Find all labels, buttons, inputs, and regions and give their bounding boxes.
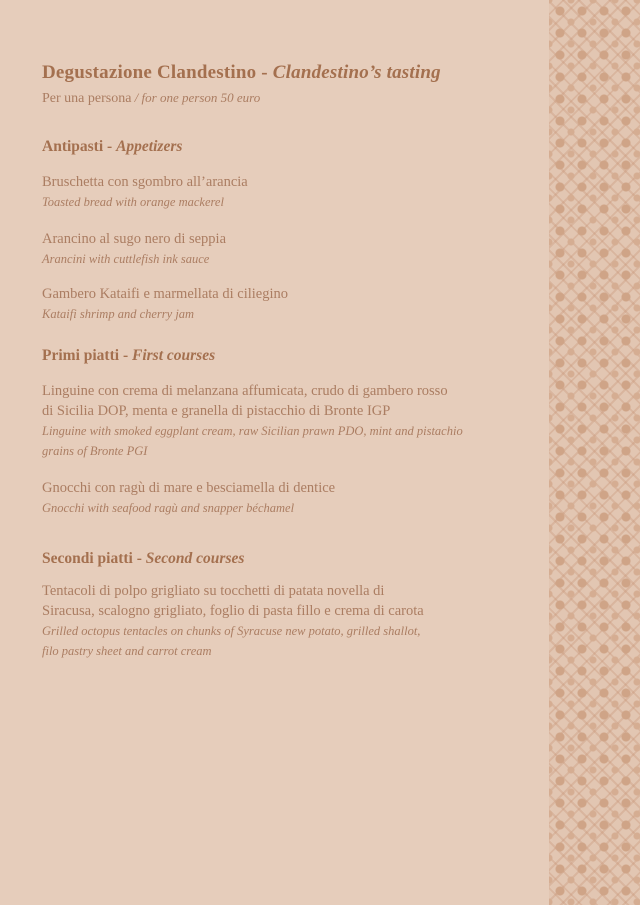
menu-title	[42, 62, 441, 84]
dish-name-italian: Linguine con crema di melanzana affumicata, crudo di gambero rosso	[42, 383, 448, 399]
section-title-separator: -	[103, 138, 117, 155]
subtitle-english: for one person 50 euro	[141, 90, 261, 105]
menu-title-separator: -	[256, 62, 273, 83]
dish-gambero-kataifi	[42, 284, 542, 324]
section-title-primi	[42, 347, 215, 365]
menu-title-italian: Degustazione Clandestino	[42, 62, 257, 83]
section-title-english: Appetizers	[116, 138, 183, 155]
section-title-english: First courses	[131, 347, 216, 364]
subtitle-italian: Per una persona	[42, 91, 132, 106]
section-title-italian: Secondi piatti	[42, 550, 133, 567]
dish-bruschetta	[42, 172, 542, 212]
dish-name-english: Grilled octopus tentacles on chunks of Syracuse new potato, grilled shallot,	[42, 624, 421, 638]
section-title-separator: -	[132, 550, 146, 567]
section-title-antipasti	[42, 138, 182, 156]
menu-title-english: Clandestino’s tasting	[272, 62, 441, 83]
dish-name-italian: Tentacoli di polpo grigliato su tocchetti di patata novella di	[42, 583, 385, 599]
dish-linguine	[42, 381, 542, 461]
dish-name-english: Linguine with smoked eggplant cream, raw Sicilian prawn PDO, mint and pistachio	[42, 424, 463, 438]
section-title-italian: Primi piatti	[42, 347, 120, 364]
section-title-separator: -	[119, 347, 132, 364]
subtitle-separator: /	[131, 90, 142, 105]
dish-name-italian: Arancino al sugo nero di seppia	[42, 231, 227, 247]
dish-name-english: Toasted bread with orange mackerel	[42, 195, 224, 209]
dish-arancino	[42, 229, 542, 269]
dish-name-english: Kataifi shrimp and cherry jam	[42, 307, 195, 321]
section-title-secondi	[42, 550, 244, 568]
menu-subtitle	[42, 90, 260, 107]
dish-tentacoli-polpo	[42, 581, 542, 661]
dish-gnocchi	[42, 478, 542, 518]
dish-name-english: filo pastry sheet and carrot cream	[42, 644, 212, 658]
decorative-pattern-strip	[549, 0, 640, 905]
section-title-english: Second courses	[145, 550, 245, 567]
dish-name-italian: Siracusa, scalogno grigliato, foglio di pasta fillo e crema di carota	[42, 603, 424, 619]
dish-name-italian: Bruschetta con sgombro all’arancia	[42, 174, 248, 190]
dish-name-italian: Gnocchi con ragù di mare e besciamella di dentice	[42, 480, 336, 496]
dish-name-english: Arancini with cuttlefish ink sauce	[42, 252, 210, 266]
dish-name-english: Gnocchi with seafood ragù and snapper béchamel	[42, 501, 295, 515]
dish-name-english: grains of Bronte PGI	[42, 444, 148, 458]
dish-name-italian: Gambero Kataifi e marmellata di ciliegino	[42, 286, 288, 302]
section-title-italian: Antipasti	[42, 138, 104, 155]
dish-name-italian: di Sicilia DOP, menta e granella di pistacchio di Bronte IGP	[42, 403, 391, 419]
